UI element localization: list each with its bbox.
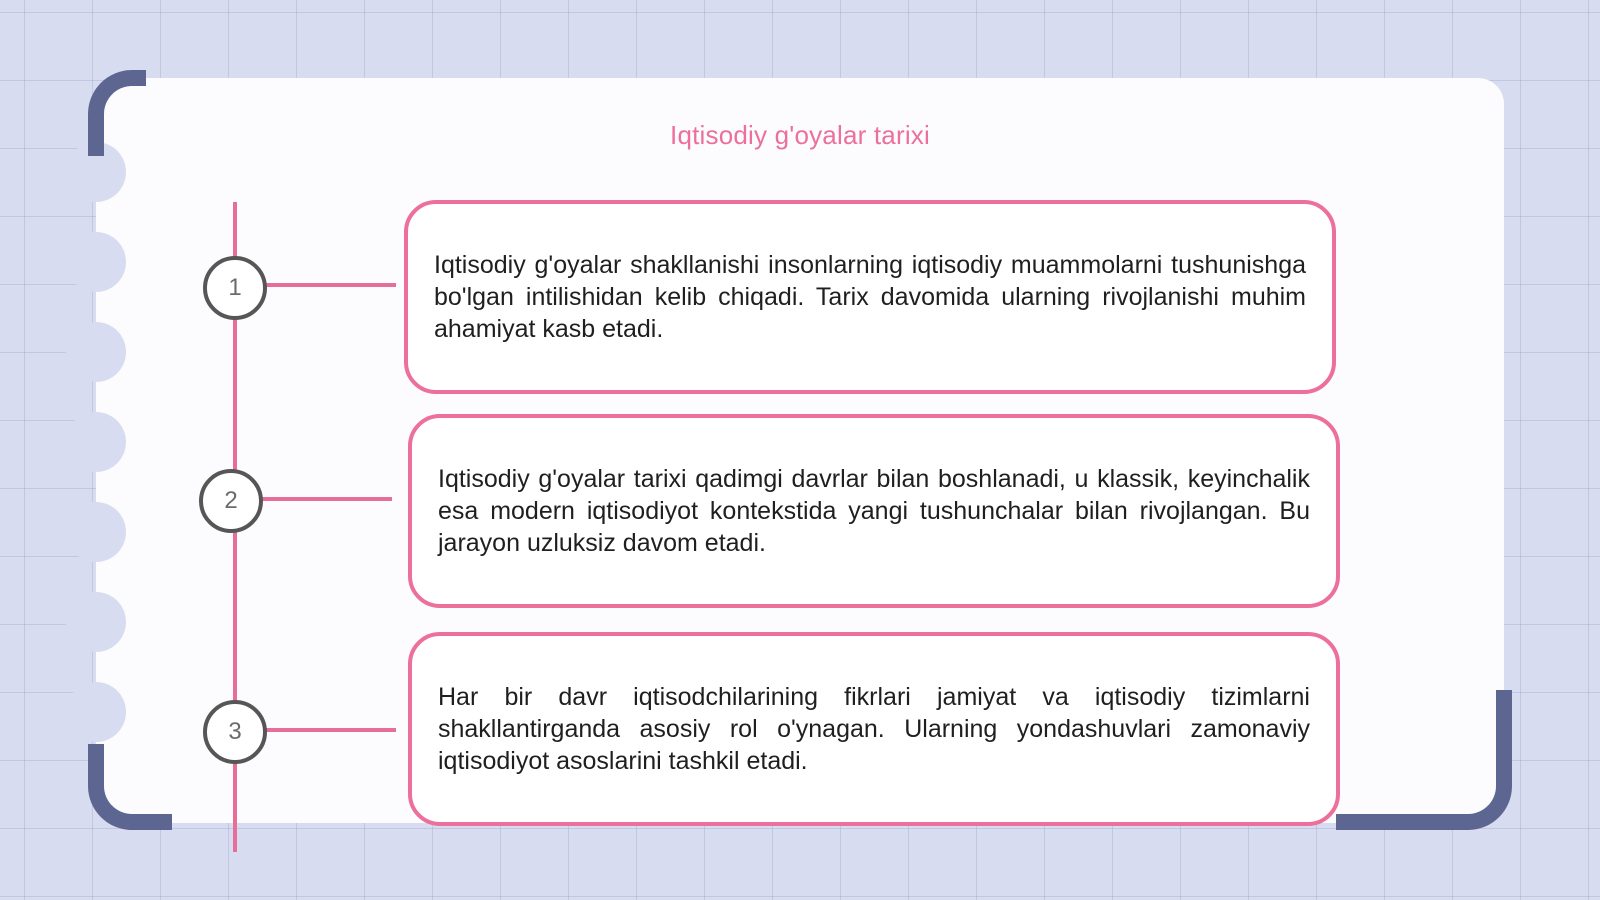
slide-title: Iqtisodiy g'oyalar tarixi [670,120,930,150]
timeline-marker-number: 1 [228,274,242,301]
timeline-card-2 [408,414,1340,608]
timeline-marker-number: 2 [224,487,238,514]
timeline-card-text: Iqtisodiy g'oyalar tarixi qadimgi davrlar bilan boshlanadi, u klassik, keyinchalik esa modern iqtisodiyot kontekstida yangi tushunchalar bilan rivojlangan. Bu jarayon uzluksiz davom etadi. [438,465,1310,557]
timeline-card-text: Iqtisodiy g'oyalar shakllanishi insonlarning iqtisodiy muammolarni tushunishga bo'lgan intilishidan kelib chiqadi. Tarix davomida ularning rivojlanishi muhim ahamiyat kasb etadi. [434,251,1306,343]
timeline-card-1 [404,200,1336,394]
frame-corner-top-left [88,70,146,156]
timeline-marker-2 [199,469,263,533]
timeline-connector-2 [262,497,392,501]
timeline-card-text: Har bir davr iqtisodchilarining fikrlari jamiyat va iqtisodiy tizimlarni shakllantirganda asosiy rol o'ynagan. Ularning yondashuvlari zamonaviy iqtisodiyot asoslarini tashkil etadi. [438,683,1310,775]
timeline-marker-number: 3 [228,718,242,745]
paper-scallop [66,682,126,742]
timeline-connector-3 [266,728,396,732]
paper-scallop [66,322,126,382]
frame-corner-bottom-left [88,744,172,830]
paper-scallop [66,502,126,562]
paper-scallop [66,412,126,472]
timeline-marker-1 [203,256,267,320]
paper-scallop [66,232,126,292]
frame-corner-bottom-right [1336,690,1512,830]
timeline-marker-3 [203,700,267,764]
timeline-card-3 [408,632,1340,826]
timeline-connector-1 [266,283,396,287]
paper-scallop [66,592,126,652]
